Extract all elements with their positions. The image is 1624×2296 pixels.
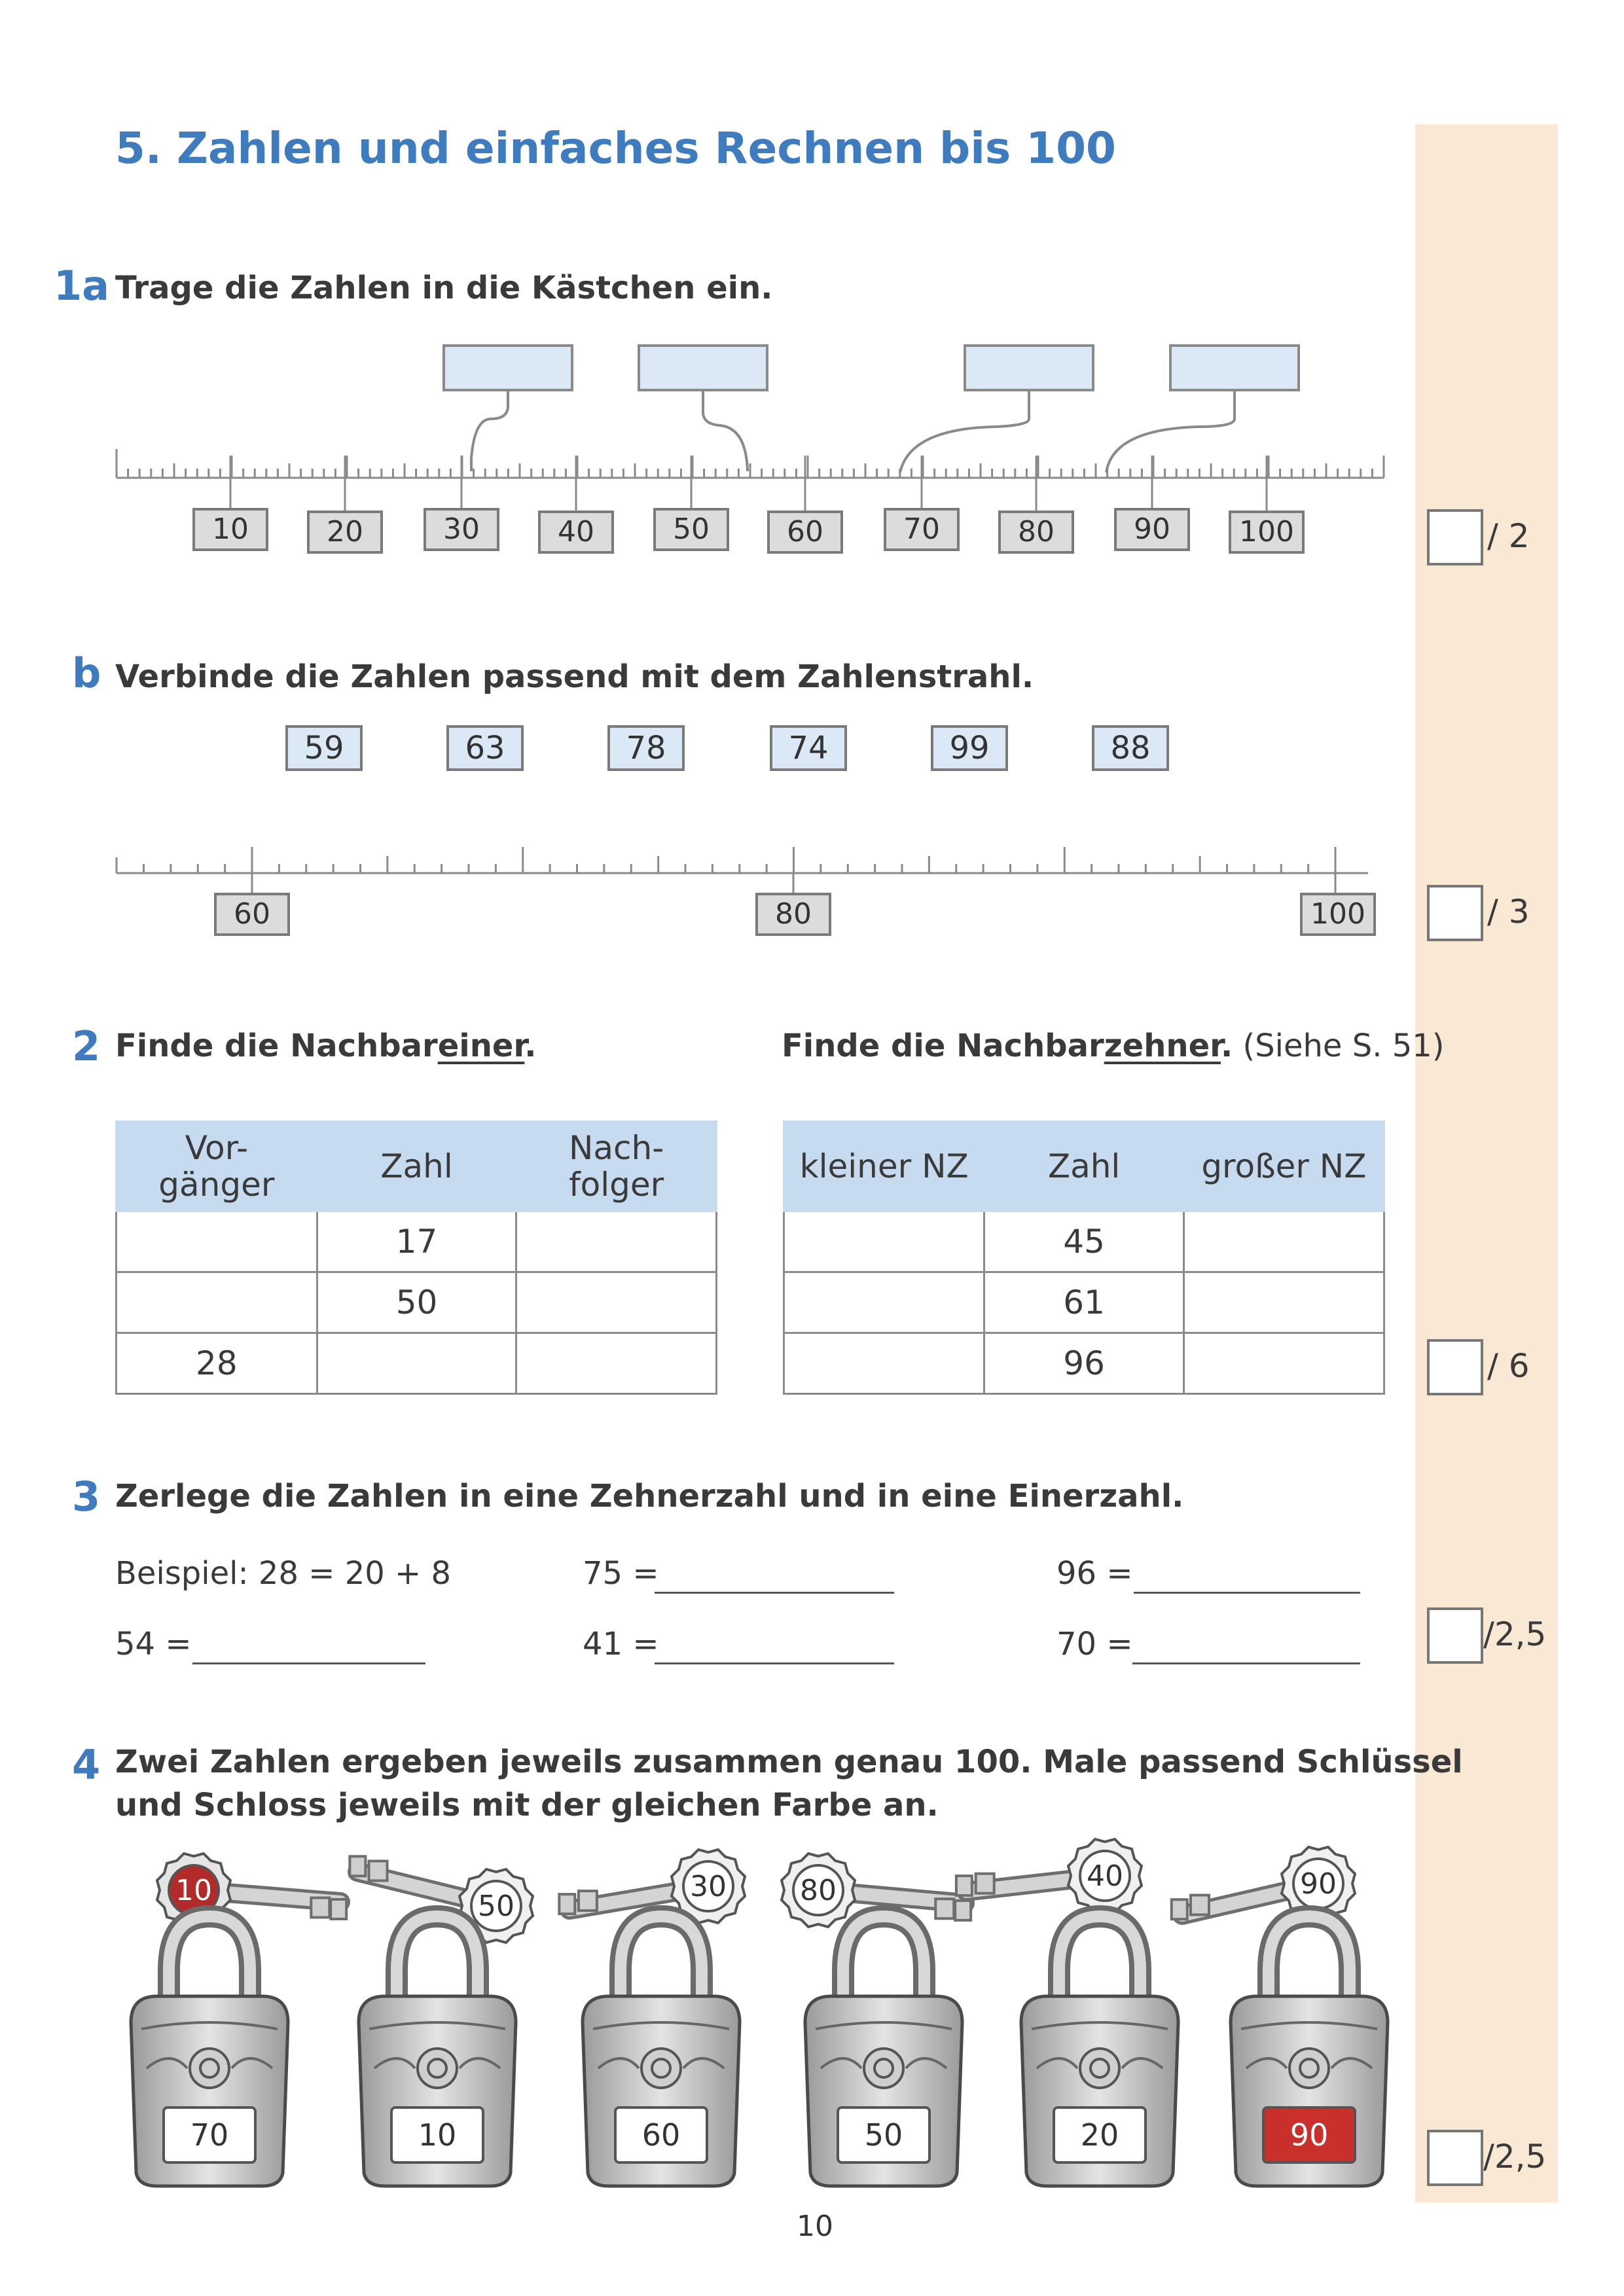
task-2-left-instruction: Finde die Nachbareiner. [115, 1028, 537, 1064]
table-cell: 96 [984, 1333, 1183, 1394]
answer-line-41[interactable] [655, 1662, 894, 1664]
table-cell[interactable] [784, 1333, 984, 1394]
table-cell[interactable] [784, 1272, 984, 1333]
answer-line-96[interactable] [1134, 1592, 1360, 1594]
item-96: 96 = [1056, 1555, 1133, 1592]
ruler-label-70: 70 [884, 508, 960, 551]
key-40[interactable] [956, 1839, 1142, 1912]
task-2-right-instruction: Finde die Nachbarzehner. (Siehe S. 51) [782, 1028, 1445, 1064]
table-cell[interactable] [1183, 1272, 1384, 1333]
key-label: 10 [175, 1874, 212, 1907]
number-card-74[interactable]: 74 [770, 725, 847, 771]
neighbor-ones-table [115, 1121, 717, 1395]
task-1a-instruction: Trage die Zahlen in die Kästchen ein. [115, 270, 773, 306]
page-number: 10 [797, 2210, 833, 2243]
item-75: 75 = [583, 1555, 659, 1592]
lock-70[interactable] [131, 1916, 288, 2186]
table-cell: 28 [117, 1333, 317, 1394]
score-box-4[interactable] [1427, 2130, 1483, 2186]
score-box-1a[interactable] [1427, 509, 1483, 565]
score-sidebar [1415, 124, 1558, 2202]
ruler-b-label-80: 80 [755, 893, 831, 936]
ruler-b-label-60: 60 [214, 893, 290, 936]
score-1b: / 3 [1487, 893, 1530, 931]
table-cell[interactable] [516, 1211, 717, 1272]
task-2-number: 2 [72, 1022, 101, 1070]
task-3-number: 3 [72, 1473, 101, 1520]
answer-line-75[interactable] [655, 1592, 894, 1594]
task-1b-number: b [72, 649, 101, 697]
task-3-instruction: Zerlege die Zahlen in eine Zehnerzahl und in eine Einerzahl. [115, 1478, 1184, 1515]
ruler-label-10: 10 [192, 508, 268, 551]
number-card-78[interactable]: 78 [607, 725, 685, 771]
table-cell[interactable] [117, 1211, 317, 1272]
score-4: /2,5 [1483, 2138, 1547, 2176]
table-cell[interactable] [516, 1272, 717, 1333]
table-cell: 50 [317, 1272, 516, 1333]
connector-3 [900, 391, 1029, 473]
ruler-label-80: 80 [998, 511, 1074, 554]
score-2: / 6 [1487, 1347, 1530, 1385]
lock-label: 50 [864, 2117, 903, 2153]
table-cell: 45 [984, 1211, 1183, 1272]
key-50[interactable] [350, 1856, 533, 1943]
number-card-88[interactable]: 88 [1092, 725, 1169, 771]
neighbor-tens-table [783, 1121, 1385, 1395]
lock-label: 10 [418, 2117, 457, 2153]
lock-20[interactable] [1021, 1916, 1178, 2186]
score-1a: / 2 [1487, 517, 1530, 555]
col-header-successor: Nach- folger [516, 1122, 717, 1211]
lock-label: 20 [1080, 2117, 1119, 2153]
score-3: /2,5 [1483, 1615, 1547, 1653]
ruler-label-40: 40 [538, 511, 614, 554]
score-box-2[interactable] [1427, 1339, 1483, 1395]
number-card-63[interactable]: 63 [446, 725, 524, 771]
ruler-label-30: 30 [424, 508, 499, 551]
col-header-predecessor: Vor- gänger [117, 1122, 317, 1211]
lock-10[interactable] [359, 1916, 516, 2186]
item-41: 41 = [583, 1626, 659, 1662]
lock-label: 90 [1290, 2117, 1329, 2153]
item-70: 70 = [1056, 1626, 1133, 1662]
lock-50[interactable] [805, 1916, 962, 2186]
table-cell: 61 [984, 1272, 1183, 1333]
ruler-label-60: 60 [767, 511, 843, 554]
table-cell[interactable] [117, 1272, 317, 1333]
connector-4 [1106, 391, 1235, 473]
ruler-label-20: 20 [307, 511, 383, 554]
col-header: kleiner NZ [784, 1122, 984, 1211]
key-label: 80 [800, 1874, 837, 1907]
answer-line-54[interactable] [192, 1662, 425, 1664]
task-4-number: 4 [72, 1741, 101, 1789]
ruler-b-label-100: 100 [1300, 893, 1376, 936]
lock-label: 60 [641, 2117, 681, 2153]
lock-60[interactable] [583, 1916, 740, 2186]
task-1a-number: 1a [54, 262, 109, 310]
col-header: großer NZ [1183, 1122, 1384, 1211]
page-title: 5. Zahlen und einfaches Rechnen bis 100 [115, 123, 1116, 173]
example: Beispiel: 28 = 20 + 8 [115, 1555, 452, 1592]
key-label: 30 [690, 1870, 727, 1903]
key-label: 90 [1300, 1867, 1337, 1901]
ruler-label-90: 90 [1114, 508, 1190, 551]
table-row [784, 1211, 1384, 1272]
number-line-1a [0, 0, 1414, 589]
ruler-label-100: 100 [1229, 511, 1305, 554]
col-header: Zahl [984, 1122, 1183, 1211]
table-cell[interactable] [784, 1211, 984, 1272]
table-row [117, 1272, 717, 1333]
task-4-instruction-line-2: und Schloss jeweils mit der gleichen Farbe an. [115, 1787, 939, 1823]
col-header-number: Zahl [317, 1122, 516, 1211]
task-4-instruction-line-1: Zwei Zahlen ergeben jeweils zusammen genau 100. Male passend Schlüssel [115, 1744, 1463, 1780]
task-1b-instruction: Verbinde die Zahlen passend mit dem Zahlenstrahl. [115, 658, 1034, 695]
score-box-3[interactable] [1427, 1607, 1483, 1664]
table-row [784, 1333, 1384, 1394]
answer-line-70[interactable] [1132, 1662, 1360, 1664]
table-cell[interactable] [317, 1333, 516, 1394]
lock-90[interactable] [1231, 1916, 1388, 2186]
table-cell[interactable] [1183, 1211, 1384, 1272]
keys-and-locks [0, 1833, 1414, 2199]
table-cell: 17 [317, 1211, 516, 1272]
ruler-label-50: 50 [653, 508, 729, 551]
lock-label: 70 [190, 2117, 229, 2153]
number-card-99[interactable]: 99 [931, 725, 1008, 771]
connector-2 [703, 391, 748, 471]
table-row [117, 1333, 717, 1394]
table-row [117, 1211, 717, 1272]
table-cell[interactable] [516, 1333, 717, 1394]
table-cell[interactable] [1183, 1333, 1384, 1394]
key-label: 40 [1087, 1859, 1123, 1893]
item-54: 54 = [115, 1626, 192, 1662]
table-row [784, 1272, 1384, 1333]
key-label: 50 [478, 1890, 514, 1923]
number-line-1b [0, 818, 1414, 910]
score-box-1b[interactable] [1427, 885, 1483, 941]
connector-1 [471, 391, 508, 471]
number-card-59[interactable]: 59 [285, 725, 363, 771]
